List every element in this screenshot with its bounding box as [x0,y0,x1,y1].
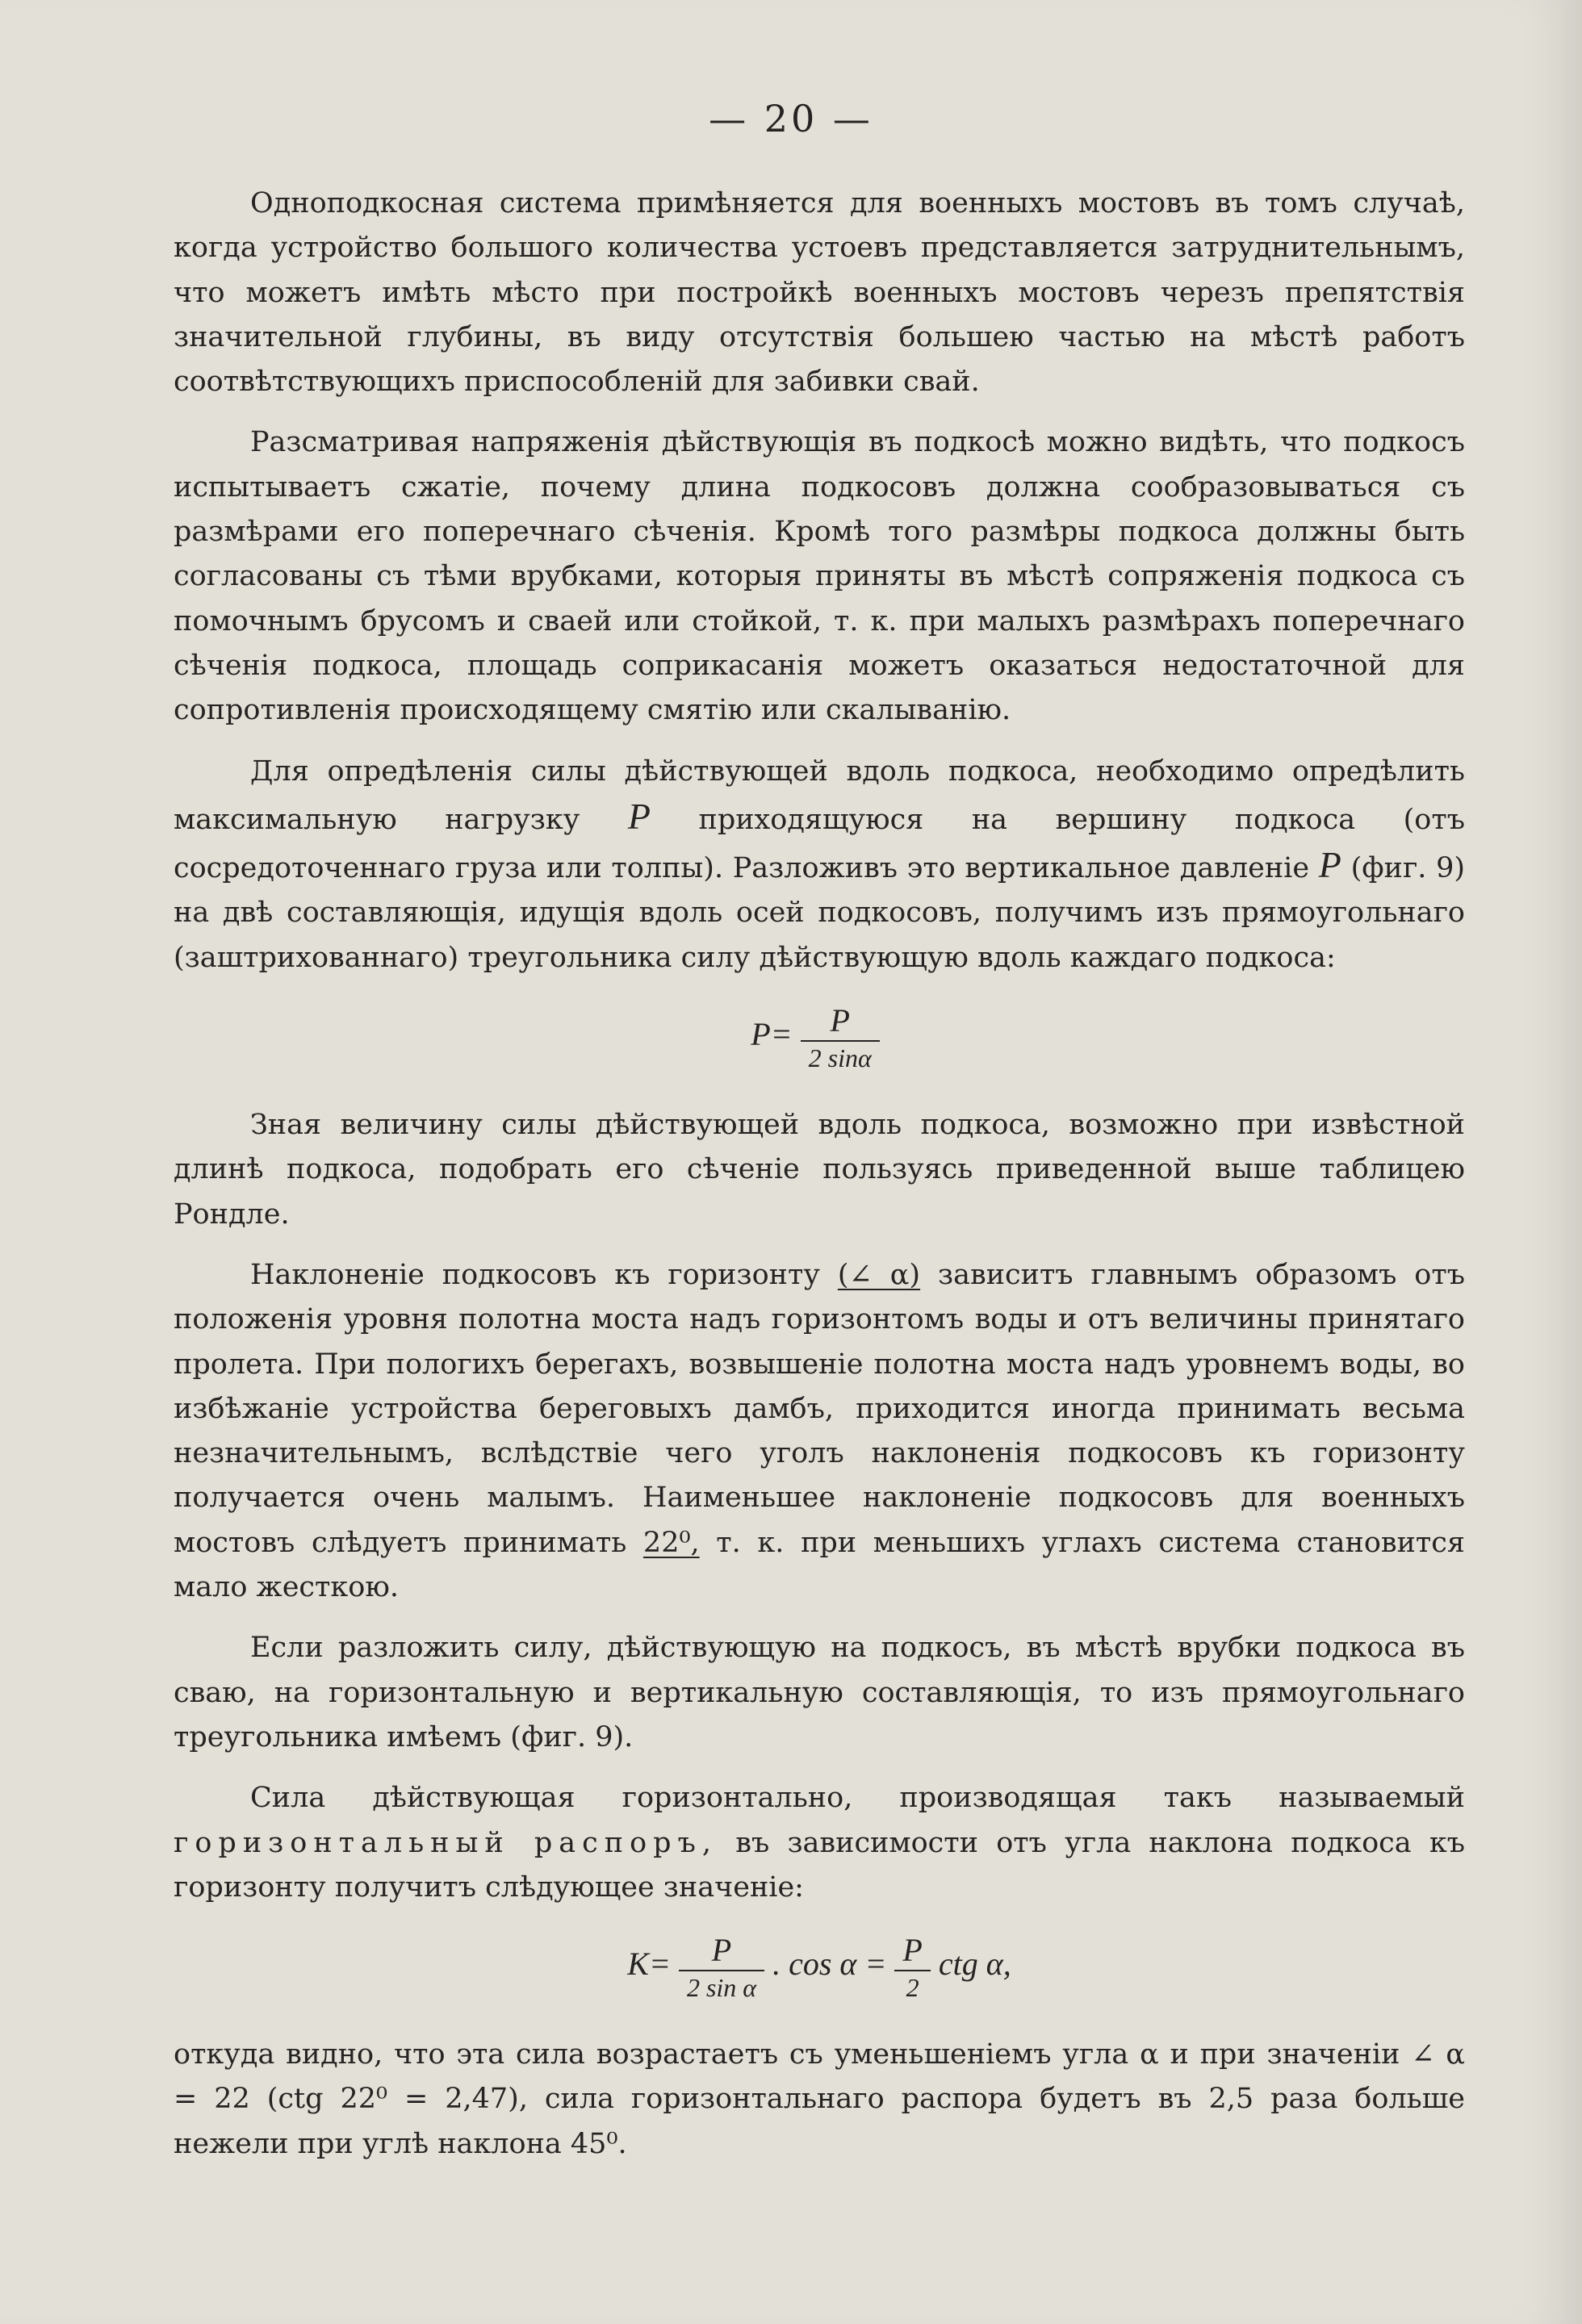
formula-strut-force [174,1002,1465,1073]
paragraph-3-text-c: (фиг. 9) на двѣ составляющія, идущія вдоль осей подкосовъ, получимъ изъ прямоугольнаго (заштрихованнаго) треугольника силу дѣйствующую вдоль каждаго подкоса: [174,852,1465,974]
pressure-symbol-p: P [1318,844,1341,886]
formula-horizontal-thrust [174,1932,1465,2003]
formula-2-middle: . cos α = [772,1946,887,1983]
paragraph-5-text-b: зависитъ главнымъ образомъ отъ положенія уровня полотна моста надъ горизонтомъ воды и отъ величины принятаго пролета. При пологихъ берегахъ, возвышеніе полотна моста надъ уровнемъ воды, во избѣжаніе устройства береговыхъ дамбъ, приходится иногда принимать весьма незначительнымъ, вслѣдствіе чего уголъ наклоненія подкосовъ къ горизонту получается очень малымъ. Наименьшее наклоненіе подкосовъ для военныхъ мостовъ слѣдуетъ принимать [174,1258,1465,1559]
min-angle-value: 22⁰, [642,1526,700,1559]
paragraph-8-angle-expression: ∠ α = 22 (ctg 22⁰ = 2,47), [174,2038,1466,2116]
body-text [174,182,1465,2183]
formula-1-lhs: P= [751,1016,793,1053]
paragraph-2: Разсматривая напряженія дѣйствующія въ подкосѣ можно видѣть, что подкосъ испытываетъ сжатіе, почему длина подкосовъ должна сообразовываться съ размѣрами его поперечнаго сѣченія. Кромѣ того размѣры подкоса должны быть согласованы съ тѣми врубками, которыя приняты въ мѣстѣ сопряженія подкоса съ помочнымъ брусомъ и сваей или стойкой, т. к. при малыхъ размѣрахъ поперечнаго сѣченія подкоса, площадь соприкасанія можетъ оказаться недостаточной для сопротивленія происходящему смятію или скалыванію. [174,426,1465,727]
formula-2-fraction-2 [894,1932,930,2003]
paragraph-5 [174,1253,1465,1610]
paragraph-3-text-b: приходящуюся на вершину подкоса (отъ сосредоточеннаго груза или толпы). Разложивъ это вертикальное давленіе [174,803,1465,885]
paragraph-8-text-c: сила горизонтальнаго распора будетъ въ 2,5 раза больше нежели при углѣ наклона 45⁰. [174,2083,1465,2160]
angle-notation: (∠ α) [837,1258,921,1291]
paragraph-8-text-a: откуда видно, что эта сила возрастаетъ съ уменьшеніемъ угла α и при значеніи [174,2038,1400,2071]
formula-2-numerator-2: P [902,1932,923,1969]
formula-1-denominator: 2 sinα [801,1040,880,1071]
paragraph-7 [174,1776,1465,1910]
page-number: — 20 — [709,97,873,140]
paragraph-4: Зная величину силы дѣйствующей вдоль подкоса, возможно при извѣстной длинѣ подкоса, подобрать его сѣченіе пользуясь приведенной выше таблицею Рондле. [174,1109,1465,1231]
paragraph-1: Одноподкосная система примѣняется для военныхъ мостовъ въ томъ случаѣ, когда устройство большого количества устоевъ представляется затруднительнымъ, что можетъ имѣть мѣсто при постройкѣ военныхъ мостовъ черезъ препятствія значительной глубины, въ виду отсутствія большею частью на мѣстѣ работъ соотвѣтствующихъ приспособленій для забивки свай. [174,187,1465,399]
formula-2-denominator-1: 2 sin α [679,1970,764,2000]
formula-1-numerator: P [830,1002,850,1039]
term-horizontal-thrust: горизонтальный распоръ, [174,1826,718,1859]
paragraph-3-text-a: Для опредѣленія силы дѣйствующей вдоль подкоса, необходимо опредѣлить максимальную нагрузку [174,754,1465,836]
formula-2-numerator-1: P [711,1932,732,1969]
load-symbol-p: P [627,795,651,837]
formula-2-denominator-2: 2 [894,1970,930,2000]
paragraph-8 [174,2033,1465,2167]
formula-2-fraction-1 [679,1932,764,2003]
paragraph-7-text-b: въ зависимости отъ угла наклона подкоса къ горизонту получитъ слѣдующее значеніе: [174,1826,1465,1904]
paragraph-7-text-a: Сила дѣйствующая горизонтально, производящая такъ называемый [250,1782,1465,1815]
paragraph-5-text-c: т. к. при меньшихъ углахъ система становится мало жесткою. [174,1526,1465,1604]
paragraph-5-text-a: Наклоненіе подкосовъ къ горизонту [250,1258,820,1291]
paragraph-6: Если разложить силу, дѣйствующую на подкосъ, въ мѣстѣ врубки подкоса въ сваю, на горизонтальную и вертикальную составляющія, то изъ прямоугольнаго треугольника имѣемъ (фиг. 9). [174,1632,1465,1753]
formula-1-fraction [801,1002,880,1073]
formula-2-lhs: K= [627,1946,671,1983]
paragraph-3 [174,750,1465,980]
formula-2-tail: ctg α, [938,1946,1011,1983]
